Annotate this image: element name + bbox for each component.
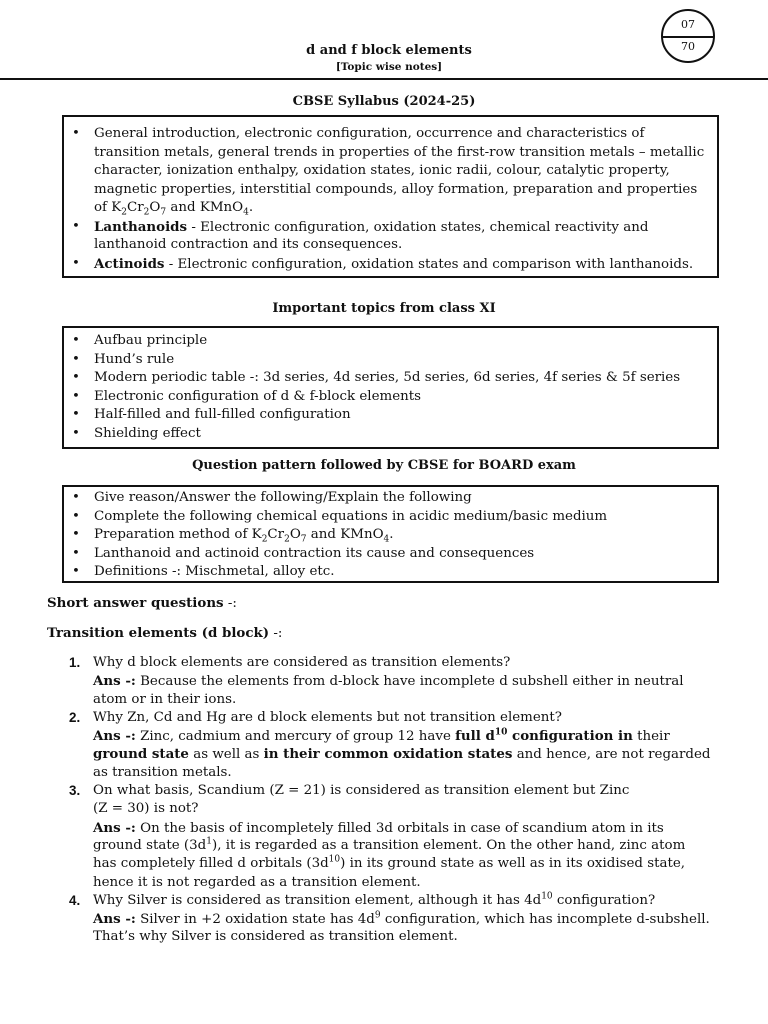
text-run: as well as [188,747,264,763]
text-run: and hence, are not regarded [512,747,711,763]
bullet-item [64,406,717,425]
script-text: 10 [494,727,508,738]
answer-line [0,910,768,928]
text-run: Half-filled and full-filled configuration [94,407,351,422]
bullet-item [64,563,717,582]
bullet-item [64,218,717,237]
page-current: 07 [681,18,695,31]
text-run: (Z = 30) is not? [93,801,199,817]
text-run: configuration? [552,892,656,908]
text-run: . [248,200,254,215]
text-run: O [289,527,301,542]
text-run: ), it is regarded as a transition element. On the other hand, zinc atom [211,837,686,853]
bullet-icon: • [72,425,80,441]
text-run: magnetic properties, interstitial compounds, alloy formation, preparation and properties [94,181,698,197]
text-run: has completely filled d orbitals (3d [93,856,329,872]
text-run: - Electronic configuration, oxidation states, chemical reactivity and [187,219,649,235]
answer-line [0,727,768,745]
text-run: Why d block elements are considered as transition elements? [93,655,511,670]
bullet-item [64,508,717,527]
bullet-item [64,545,717,564]
question-number: 3. [69,783,81,799]
text-run: Zinc, cadmium and mercury of group 12 have [135,729,456,745]
bullet-item [64,425,717,444]
short-answer-suffix: -: [223,596,237,611]
script-text: 4 [383,534,390,545]
answer-line [0,800,768,818]
bullet-item-continuation [64,181,717,200]
bullet-icon: • [72,508,80,524]
question-number: 2. [69,709,81,725]
section-heading-class-xi: Important topics from class XI [272,301,496,316]
syllabus-box [62,115,719,278]
bullet-item [64,332,717,351]
bullet-icon: • [72,545,80,561]
bullet-item-continuation [64,199,717,218]
text-run: Lanthanoid and actinoid contraction its cause and consequences [94,545,535,561]
header-rule [0,78,768,80]
text-run: Why Silver is considered as transition element, although it has 4d [93,892,542,908]
subsection-label: Transition elements (d block) [47,625,270,641]
bullet-icon: • [72,490,80,505]
script-text: 10 [541,891,553,902]
section-heading-syllabus: CBSE Syllabus (2024-25) [292,94,476,109]
answer-line [0,764,768,782]
bold-text: configuration in [507,728,633,745]
short-answer-label: Short answer questions [47,595,224,611]
script-text: 2 [143,207,150,218]
bullet-item [64,489,717,508]
question-number: 1. [69,655,81,670]
question-item [0,782,768,800]
text-run: Cr [127,200,144,215]
bullet-icon: • [72,255,80,271]
text-run: That’s why Silver is considered as transition element. [93,929,458,945]
bullet-icon: • [72,218,80,234]
text-run: their [632,729,670,745]
bullet-item-continuation [64,236,717,255]
document-title: d and f block elements [306,43,472,58]
bold-text: Ans -: [93,673,136,690]
script-text: 10 [328,854,341,865]
answer-line [0,837,768,855]
text-run: Preparation method of K [94,527,262,542]
script-text: 4 [243,207,249,218]
bullet-icon: • [72,388,80,404]
text-run: ) in its ground state as well as in its oxidised state, [340,856,686,872]
answer-line [0,672,768,690]
bold-text: in their common oxidation states [263,746,513,763]
document-subtitle: [Topic wise notes] [335,61,443,73]
text-run: as transition metals. [93,764,232,780]
bold-text: Ans -: [93,728,136,745]
text-run: Shielding effect [94,425,201,441]
question-pattern-box [62,485,719,583]
text-run: atom or in their ions. [93,691,237,707]
text-run: Definitions -: Mischmetal, alloy etc. [94,564,335,579]
class-xi-topics-box [62,326,719,449]
text-run: Give reason/Answer the following/Explain the following [94,490,472,505]
text-run: Electronic configuration of d & f-block elements [94,388,421,404]
text-run: . [389,527,394,542]
answer-line [0,855,768,873]
text-run: On what basis, Scandium (Z = 21) is considered as transition element but Zinc [93,783,630,799]
text-run: General introduction, electronic configuration, occurrence and characteristics of [94,126,645,141]
script-text: 2 [121,207,128,218]
bullet-item-continuation [64,162,717,181]
bullet-icon: • [72,407,80,422]
text-run: character, ionization enthalpy, oxidation states, ionic radii, colour, catalytic property, [94,163,670,178]
text-run: Modern periodic table -: 3d series, 4d series, 5d series, 6d series, 4f series & 5f series [94,370,681,385]
bullet-item [64,369,717,388]
text-run: Why Zn, Cd and Hg are d block elements but not transition element? [93,709,562,725]
transition-elements-heading [47,625,282,641]
text-run: of K [94,200,122,215]
bullet-item [64,526,717,545]
script-text: 1 [206,836,212,847]
bullet-icon: • [72,333,80,348]
bullet-icon: • [72,126,80,141]
short-answer-heading [47,595,237,611]
script-text: 9 [374,910,381,921]
question-item [0,892,768,910]
text-run: configuration, which has incomplete d-subshell. [380,912,710,928]
text-run: Complete the following chemical equations in acidic medium/basic medium [94,508,608,524]
text-run: and KMnO [306,527,384,542]
text-run: Because the elements from d-block have incomplete d subshell either in neutral [135,674,684,690]
subsection-suffix: -: [269,626,283,641]
script-text: 2 [284,534,290,545]
text-run: lanthanoid contraction and its consequences. [94,237,403,252]
bold-text: Ans -: [93,819,136,836]
bullet-item [64,255,717,274]
question-item [0,654,768,672]
bold-text: ground state [93,746,189,763]
question-list [0,654,768,947]
question-item [0,709,768,727]
page-total: 70 [681,40,695,53]
bullet-item-continuation [64,144,717,163]
text-run: Silver in +2 oxidation state has 4d [135,912,375,928]
text-run: - Electronic configuration, oxidation states and comparison with lanthanoids. [164,256,694,272]
bullet-item [64,388,717,407]
answer-line [0,874,768,892]
script-text: 7 [300,534,307,545]
answer-line [0,928,768,946]
answer-line [0,819,768,837]
script-text: 7 [160,207,167,218]
bold-text: Lanthanoids [94,218,188,235]
question-number: 4. [69,892,81,908]
script-text: 2 [261,534,268,545]
text-run: Hund’s rule [94,351,175,367]
text-run: hence it is not regarded as a transition element. [93,874,421,890]
text-run: transition metals, general trends in properties of the first-row transition metals – metallic [94,144,705,160]
bold-text: full d [455,728,495,745]
bullet-item [64,125,717,144]
bold-text: Ans -: [93,911,136,928]
bold-text: Actinoids [94,255,165,272]
bullet-icon: • [72,564,80,579]
bullet-item [64,351,717,370]
bullet-icon: • [72,527,80,542]
text-run: Aufbau principle [94,333,208,348]
section-heading-question-pattern: Question pattern followed by CBSE for BOARD exam [192,458,576,473]
text-run: On the basis of incompletely filled 3d orbitals in case of scandium atom in its [135,820,664,836]
bullet-icon: • [72,351,80,367]
bullet-icon: • [72,370,80,385]
answer-line [0,745,768,763]
badge-divider [663,36,713,38]
text-run: O [149,200,161,215]
answer-line [0,691,768,709]
text-run: and KMnO [166,200,244,215]
text-run: Cr [267,527,285,542]
text-run: ground state (3d [93,837,207,853]
